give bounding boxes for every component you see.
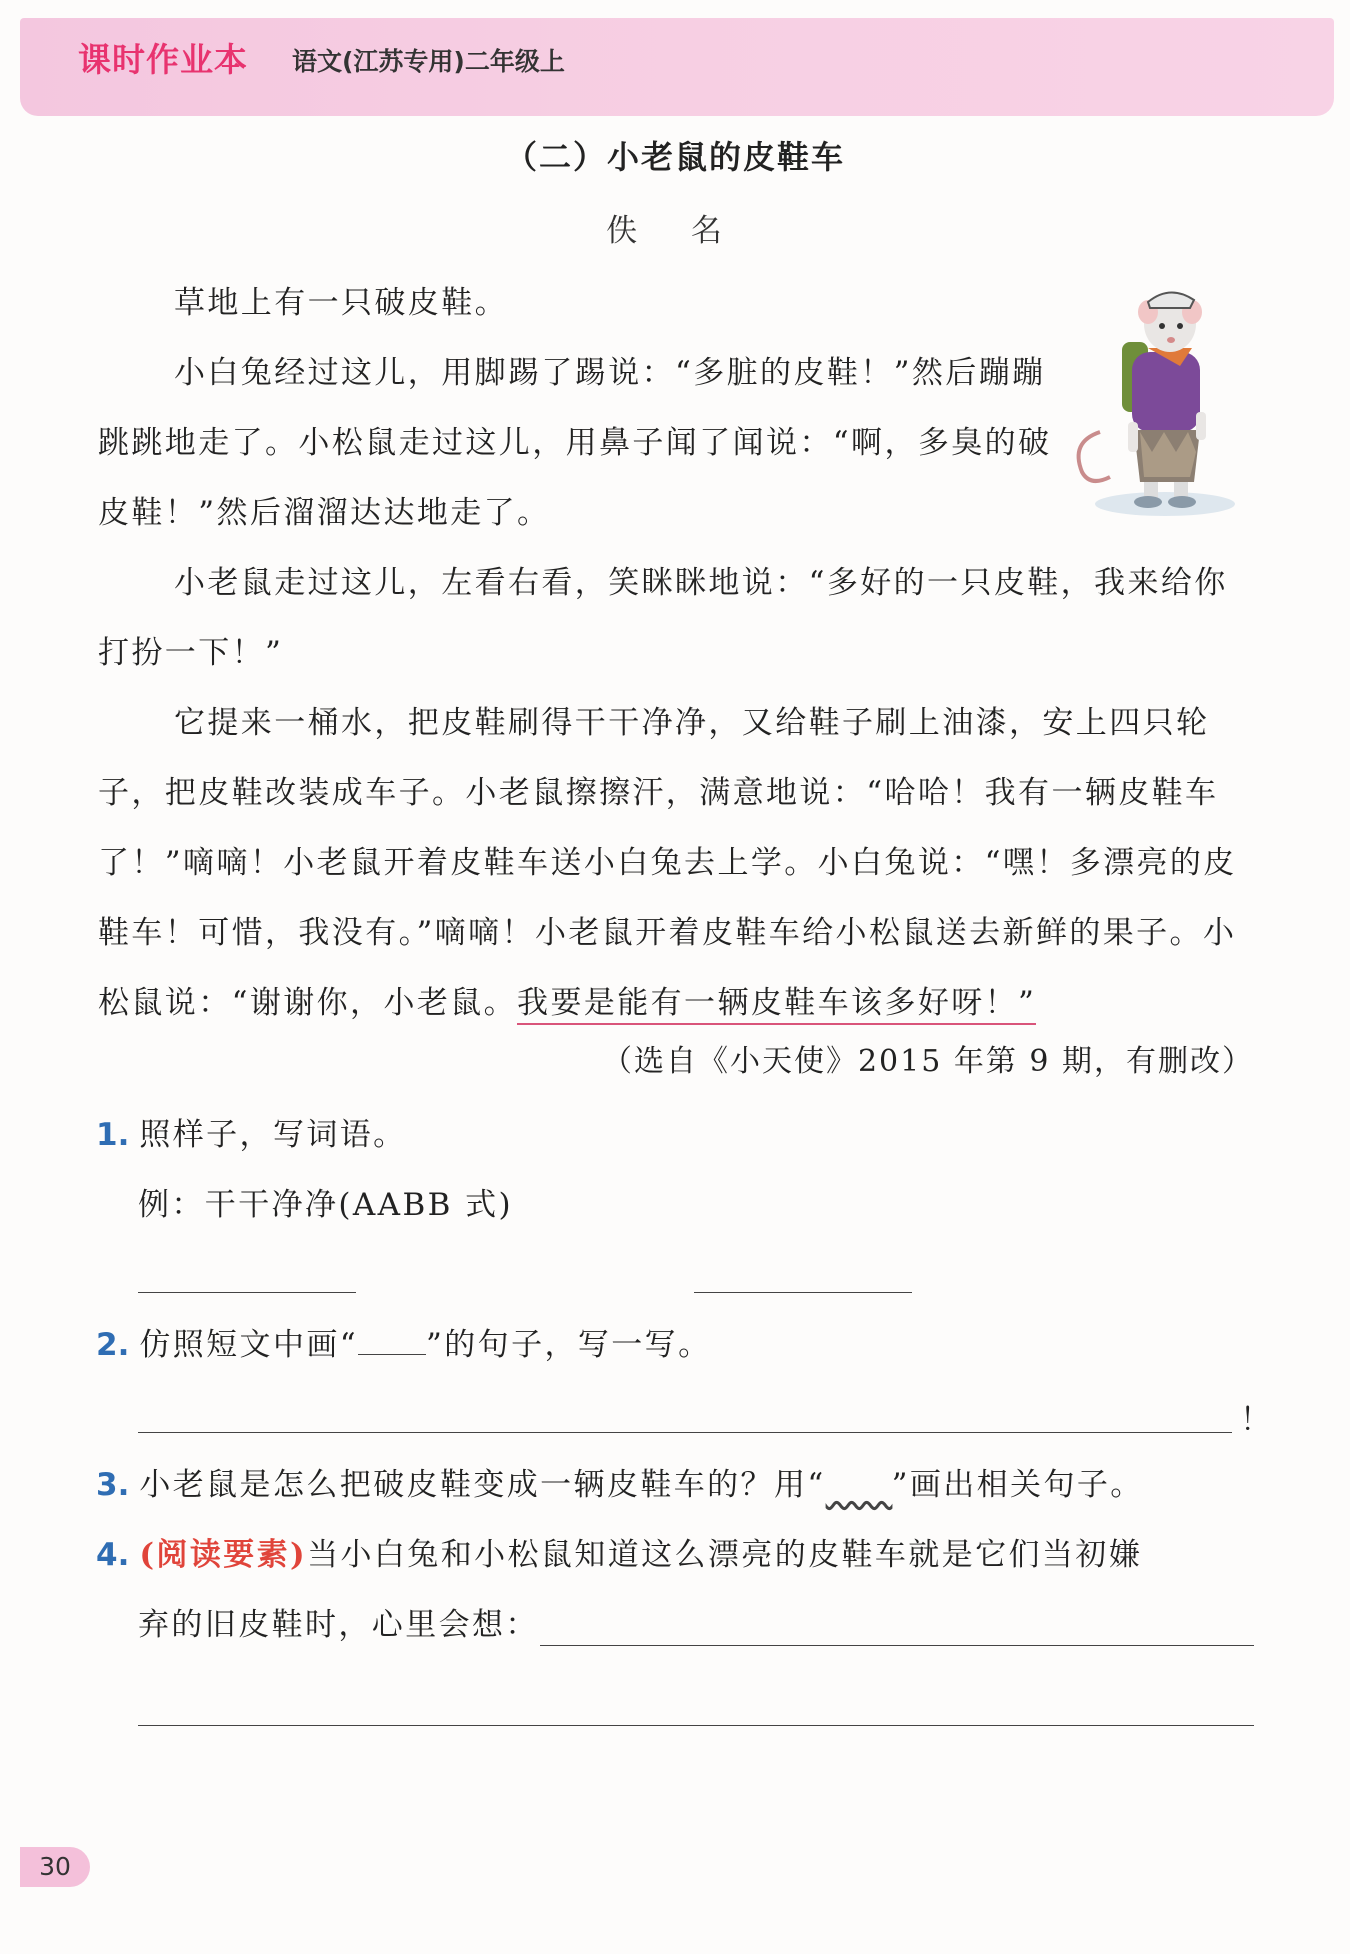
source-citation: （选自《小天使》2015 年第 9 期，有删改）: [601, 1044, 1254, 1079]
question-3-text-before: 小老鼠是怎么把破皮鞋变成一辆皮鞋车的？用“: [139, 1467, 826, 1503]
answer-blank-1b[interactable]: [694, 1292, 912, 1293]
page-number: 30: [20, 1847, 90, 1887]
answer-blank-1a[interactable]: [138, 1292, 356, 1293]
question-2-text-after: ”的句子，写一写。: [426, 1327, 712, 1363]
answer-line-2-end-mark: ！: [1240, 1402, 1274, 1438]
underlined-sentence: 我要是能有一辆皮鞋车该多好呀！”: [517, 985, 1036, 1025]
story-author: 佚 名: [606, 213, 744, 249]
story-title: （二）小老鼠的皮鞋车: [504, 138, 845, 176]
question-2: [96, 1310, 711, 1380]
story-paragraph-3: 小老鼠走过这儿，左看右看，笑眯眯地说：“多好的一只皮鞋，我来给你打扮一下！”: [98, 565, 1228, 671]
question-3-number: 3.: [96, 1467, 130, 1503]
story-paragraph-4-text: 它提来一桶水，把皮鞋刷得干干净净，又给鞋子刷上油漆，安上四只轮子，把皮鞋改装成车子。小老鼠擦擦汗，满意地说：“哈哈！我有一辆皮鞋车了！”嘀嘀！小老鼠开着皮鞋车送小白兔去上学。小白兔说：“嘿！多漂亮的皮鞋车！可惜，我没有。”嘀嘀！小老鼠开着皮鞋车给小松鼠送去新鲜的果子。小松鼠说：“谢谢你，小老鼠。: [98, 705, 1237, 1021]
question-4-number: 4.: [96, 1537, 130, 1573]
straight-underline-sample: [358, 1330, 426, 1355]
story-paragraph-4: [98, 688, 1256, 1038]
wavy-underline-sample: [826, 1450, 892, 1474]
question-1: [96, 1100, 407, 1170]
question-3-text-after: ”画出相关句子。: [891, 1467, 1144, 1503]
question-1-text: 照样子，写词语。: [139, 1117, 407, 1153]
brand-title: 课时作业本: [78, 40, 248, 79]
answer-line-4b[interactable]: [138, 1725, 1254, 1726]
question-4-text: 当小白兔和小松鼠知道这么漂亮的皮鞋车就是它们当初嫌: [307, 1537, 1143, 1573]
story-paragraph-2: 小白兔经过这儿，用脚踢了踢说：“多脏的皮鞋！”然后蹦蹦跳跳地走了。小松鼠走过这儿，用鼻子闻了闻说：“啊，多臭的破皮鞋！”然后溜溜达达地走了。: [98, 355, 1052, 531]
question-2-text-before: 仿照短文中画“: [139, 1327, 359, 1363]
answer-line-2[interactable]: [138, 1432, 1232, 1433]
question-4: [96, 1520, 1142, 1590]
question-4-text-line2: 弃的旧皮鞋时，心里会想：: [138, 1607, 539, 1643]
answer-line-4a[interactable]: [540, 1645, 1254, 1646]
question-1-number: 1.: [96, 1117, 130, 1153]
mouse-illustration: [1070, 282, 1240, 522]
question-3: [96, 1450, 1144, 1520]
story-paragraph-1: 草地上有一只破皮鞋。: [174, 285, 508, 321]
question-2-number: 2.: [96, 1327, 130, 1363]
subject-label: 语文(江苏专用)二年级上: [292, 47, 565, 76]
reading-element-tag: (阅读要素): [139, 1537, 308, 1573]
question-1-example: 例：干干净净(AABB 式): [138, 1187, 513, 1223]
